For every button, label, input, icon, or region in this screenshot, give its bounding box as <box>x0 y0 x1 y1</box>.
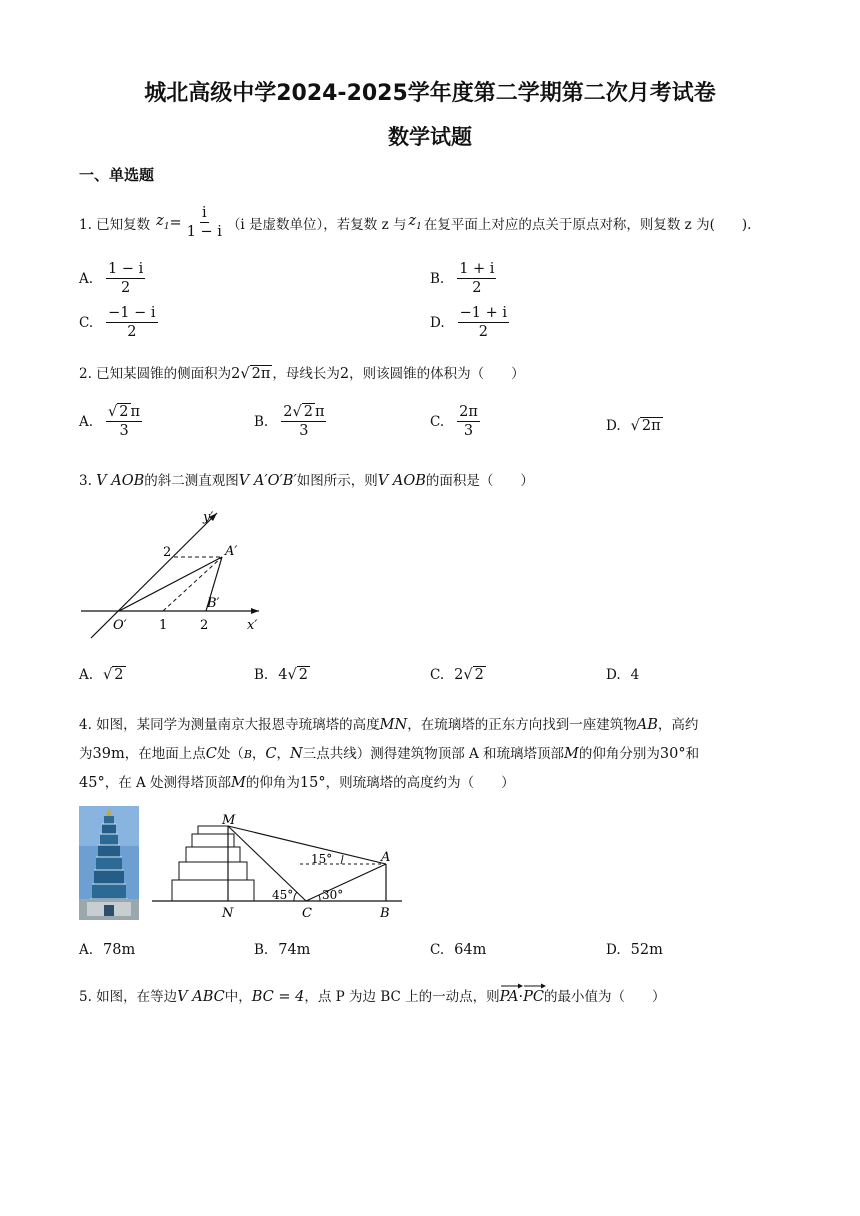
x-axis-arrow <box>251 608 259 614</box>
q4-option-d[interactable]: D. 52m <box>606 942 663 958</box>
q1-number: 1. 已知复数 <box>79 216 151 233</box>
q1-text-a: （i 是虚数单位），若复数 z 与 <box>226 216 407 233</box>
section-title: 一、单选题 <box>79 166 155 184</box>
q2-area: 2√ 2π <box>231 366 271 382</box>
exam-title: 城北高级中学2024-2025学年度第二学期第二次月考试卷 <box>144 81 716 106</box>
question-5: 5. 如图，在等边 V ABC 中， BC = 4 ，点 P 为边 BC 上的一动点，则 PA · PC 的最小值为（ ） <box>79 983 666 1005</box>
q4-tower-figure <box>150 812 405 924</box>
label-m: M <box>222 813 236 828</box>
origin-label: O′ <box>113 618 127 633</box>
q1-option-d[interactable]: D. $\frac{-1 + i}{2}$ <box>430 305 508 340</box>
point-a-label: A′ <box>225 544 238 559</box>
vector-pa: PA <box>500 983 519 1005</box>
point-b-label: B′ <box>207 596 220 611</box>
label-15: 15° <box>311 852 333 866</box>
y-axis-label: y′ <box>203 510 214 525</box>
label-45: 45° <box>272 888 294 902</box>
q3-option-a[interactable]: A. √ 2 <box>79 667 124 683</box>
question-4-line-3: 45°，在 A 处测得塔顶部M的仰角为15°，则琉璃塔的高度约为（ ） <box>79 775 515 791</box>
tick-x1-label: 1 <box>159 618 168 633</box>
q4-option-b[interactable]: B. 74m <box>254 942 311 958</box>
segment-m-c <box>228 826 306 901</box>
tower-photo <box>79 806 139 920</box>
angle-15-arc <box>341 855 343 864</box>
vector-pc: PC <box>523 983 544 1005</box>
q1-equals: = <box>169 214 182 231</box>
q4-option-c[interactable]: C. 64m <box>430 942 487 958</box>
q3-option-b[interactable]: B. 4√ 2 <box>254 667 308 683</box>
q3-option-d[interactable]: D. 4 <box>606 667 640 683</box>
question-4-line-2: 为39m，在地面上点C处（B，C，N三点共线）测得建筑物顶部 A 和琉璃塔顶部M的仰角分别为30°和 <box>79 746 700 762</box>
question-2: 2. 已知某圆锥的侧面积为2√ 2π ，母线长为2，则该圆锥的体积为（ ） <box>79 366 525 382</box>
q2-option-c[interactable]: C. $\frac{2\pi}{3}$ <box>430 404 478 439</box>
exam-subtitle: 数学试题 <box>388 125 472 149</box>
angle-30-arc <box>319 895 320 901</box>
angle-45-arc <box>294 892 297 901</box>
tick-x2-label: 2 <box>200 618 209 633</box>
label-c: C <box>302 906 312 921</box>
q4-option-a[interactable]: A. 78m <box>79 942 136 958</box>
q1-text-b: 在复平面上对应的点关于原点对称，则复数 z 为( ). <box>423 216 752 233</box>
label-n: N <box>222 906 234 921</box>
q2-option-d[interactable]: D. √ 2π <box>606 418 661 434</box>
x-axis-label: x′ <box>247 618 258 633</box>
segment-m-a <box>228 826 386 864</box>
q2-option-a[interactable]: A. $\frac{√ 2 \pi}{3}$ <box>79 404 141 439</box>
q3-option-c[interactable]: C. 2√ 2 <box>430 667 484 683</box>
q1-option-b[interactable]: B. $\frac{1 + i}{2}$ <box>430 261 495 296</box>
label-b: B <box>380 906 390 921</box>
question-3: 3. V AOB的斜二测直观图V A′O′B′如图所示，则V AOB的面积是（ ） <box>79 473 534 489</box>
question-1 <box>79 205 751 240</box>
q2-option-b[interactable]: B. $\frac{2√ 2 \pi}{3}$ <box>254 404 325 439</box>
label-30: 30° <box>322 888 344 902</box>
question-4-line-1: 4. 如图，某同学为测量南京大报恩寺琉璃塔的高度MN，在琉璃塔的正东方向找到一座建筑物AB，高约 <box>79 717 699 733</box>
q1-z1: $z_1$ <box>156 213 170 232</box>
q1-option-a[interactable]: A. $\frac{1 - i}{2}$ <box>79 261 144 296</box>
q3-oblique-figure <box>79 505 269 645</box>
y-axis-line <box>91 513 217 638</box>
segment-c-a <box>306 864 386 901</box>
tick-y2-label: 2 <box>163 545 172 560</box>
q1-option-c[interactable]: C. $\frac{-1 - i}{2}$ <box>79 305 156 340</box>
q1-z1-again: $z_1$ <box>408 213 422 232</box>
q1-fraction: $\frac{i}{1 - i}$ <box>186 205 222 240</box>
label-a: A <box>381 850 391 865</box>
